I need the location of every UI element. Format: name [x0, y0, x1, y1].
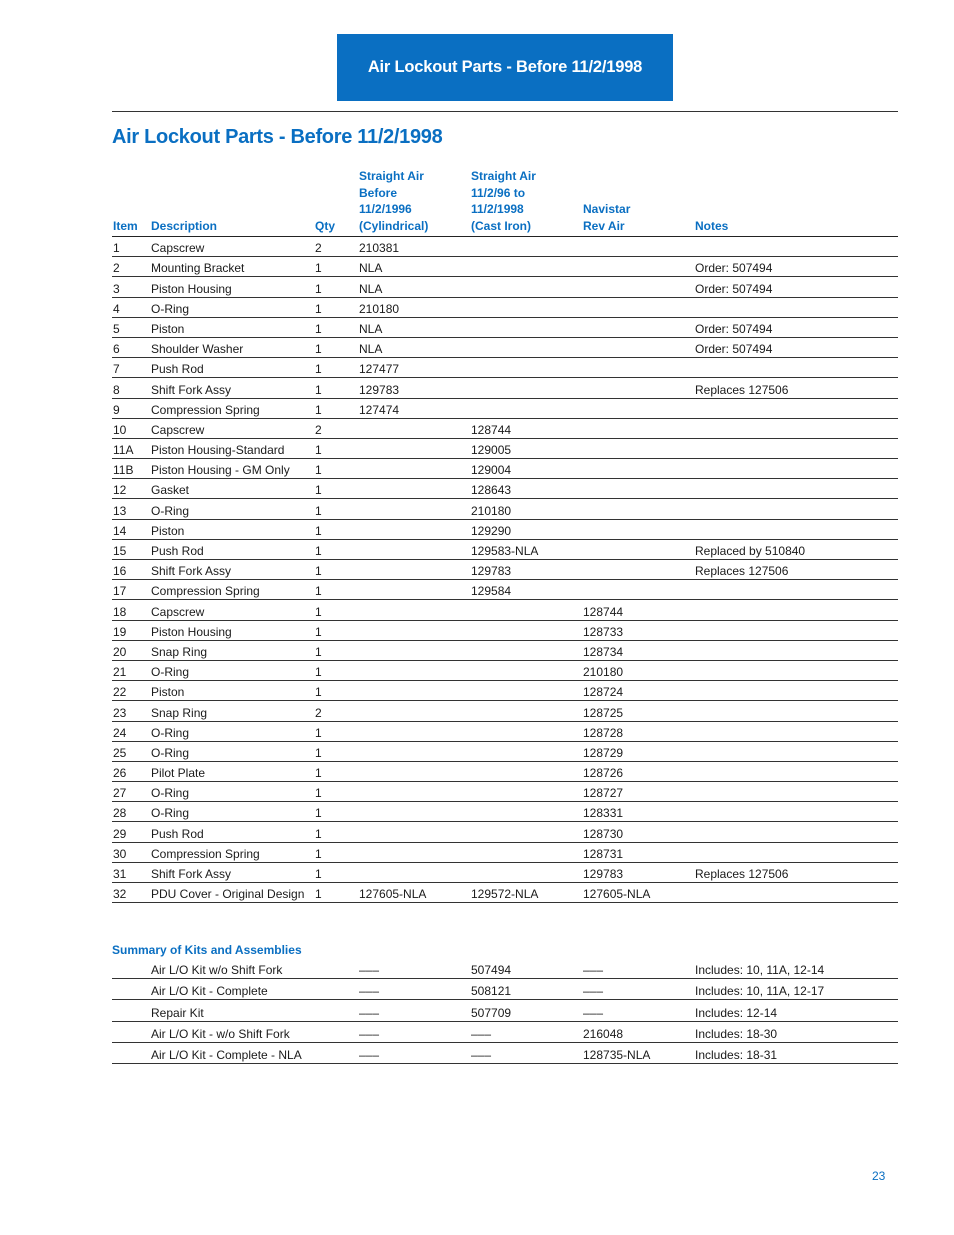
cell-qty: 1: [315, 261, 322, 276]
cell-straight-air-before: 210180: [359, 301, 400, 316]
table-row: [112, 822, 898, 842]
cell-description: Shift Fork Assy: [151, 867, 232, 881]
kit-row: [112, 979, 898, 1000]
cell-description: Piston: [151, 523, 185, 538]
cell-item: 14: [113, 523, 127, 538]
cell-qty: 1: [315, 685, 322, 700]
cell-navistar: 210180: [583, 665, 624, 680]
table-row: [112, 499, 898, 519]
table-row: [112, 762, 898, 782]
cell-qty: 1: [315, 745, 322, 760]
cell-description: O-Ring: [151, 503, 190, 518]
cell-description: Shift Fork Assy: [151, 564, 232, 579]
cell-item: 24: [113, 725, 127, 740]
cell-description: Capscrew: [151, 422, 205, 437]
kit-straight-air-cast-iron: 507709: [471, 1005, 512, 1020]
table-row: [112, 338, 898, 358]
column-header-item: Item: [113, 218, 138, 233]
cell-qty: 1: [315, 301, 322, 316]
cell-straight-air-before: 129783: [359, 382, 400, 397]
table-row: [112, 459, 898, 479]
cell-description: Compression Spring: [151, 402, 260, 417]
cell-description: PDU Cover - Original Design: [151, 887, 305, 902]
cell-straight-air-cast-iron: 129290: [471, 523, 512, 538]
cell-description: Piston Housing: [151, 624, 232, 639]
cell-straight-air-before: 127605-NLA: [359, 887, 427, 902]
cell-item: 22: [113, 685, 127, 700]
table-row: [112, 641, 898, 661]
cell-description: Push Rod: [151, 544, 204, 558]
table-row: [112, 540, 898, 560]
cell-item: 21: [113, 665, 127, 680]
cell-item: 4: [113, 301, 120, 316]
cell-qty: 1: [315, 443, 322, 458]
cell-straight-air-before: NLA: [359, 261, 383, 276]
table-row: [112, 257, 898, 277]
cell-straight-air-cast-iron: 129783: [471, 564, 512, 579]
kit-notes: Includes: 10, 11A, 12-14: [695, 963, 825, 978]
cell-navistar: 128734: [583, 644, 624, 659]
cell-description: Piston Housing-Standard: [151, 443, 285, 458]
cell-navistar: 128331: [583, 806, 624, 821]
cell-qty: 1: [315, 503, 322, 518]
cell-description: Compression Spring: [151, 846, 260, 861]
cell-description: Push Rod: [151, 826, 204, 841]
cell-straight-air-before: 127477: [359, 362, 400, 377]
cell-item: 19: [113, 624, 127, 639]
cell-straight-air-cast-iron: 128744: [471, 422, 512, 437]
cell-item: 10: [113, 422, 127, 437]
cell-description: O-Ring: [151, 786, 190, 801]
table-row: [112, 560, 898, 580]
cell-item: 15: [113, 544, 127, 558]
cell-notes: Order: 507494: [695, 321, 773, 336]
table-row: [112, 378, 898, 398]
cell-description: Snap Ring: [151, 705, 208, 720]
cell-qty: 1: [315, 644, 322, 659]
kit-straight-air-before: –––: [359, 1005, 380, 1020]
cell-qty: 1: [315, 584, 322, 599]
cell-qty: 1: [315, 846, 322, 861]
parts-table-header: [112, 168, 898, 237]
cell-notes: Replaces 127506: [695, 382, 789, 397]
cell-navistar: 128726: [583, 766, 624, 781]
cell-item: 20: [113, 644, 127, 659]
table-row: [112, 479, 898, 499]
cell-navistar: 128733: [583, 624, 624, 639]
cell-qty: 1: [315, 786, 322, 801]
table-row: [112, 318, 898, 338]
cell-description: Piston: [151, 685, 185, 700]
cell-item: 30: [113, 846, 127, 861]
table-row: [112, 621, 898, 641]
kit-navistar: –––: [583, 984, 604, 999]
cell-notes: Replaced by 510840: [695, 544, 806, 558]
table-row: [112, 237, 898, 257]
table-row: [112, 580, 898, 600]
cell-straight-air-cast-iron: 210180: [471, 503, 512, 518]
cell-qty: 1: [315, 564, 322, 579]
table-row: [112, 439, 898, 459]
page-number: 23: [872, 1169, 886, 1183]
cell-description: O-Ring: [151, 725, 190, 740]
table-row: [112, 742, 898, 762]
cell-item: 7: [113, 362, 120, 377]
column-header-straight-air-cast-iron: Straight Air 11/2/96 to 11/2/1998 (Cast Iron): [471, 169, 536, 233]
column-header-qty: Qty: [315, 218, 336, 233]
kit-row: [112, 1000, 898, 1021]
cell-item: 5: [113, 321, 120, 336]
cell-description: Capscrew: [151, 604, 205, 619]
cell-item: 9: [113, 402, 120, 417]
kit-straight-air-before: –––: [359, 1047, 380, 1062]
kit-notes: Includes: 10, 11A, 12-17: [695, 984, 825, 999]
table-row: [112, 681, 898, 701]
cell-description: Snap Ring: [151, 644, 208, 659]
table-row: [112, 661, 898, 681]
kits-table: [112, 958, 898, 1064]
parts-table: [112, 168, 898, 903]
column-header-description: Description: [151, 218, 218, 233]
cell-straight-air-before: 210381: [359, 241, 400, 256]
kit-description: Air L/O Kit w/o Shift Fork: [151, 963, 283, 978]
cell-item: 12: [113, 483, 127, 498]
cell-notes: Replaces 127506: [695, 564, 789, 579]
cell-item: 11B: [113, 463, 134, 478]
cell-qty: 1: [315, 544, 322, 558]
parts-table-body: [112, 237, 898, 903]
table-row: [112, 722, 898, 742]
cell-item: 6: [113, 342, 120, 357]
cell-navistar: 128730: [583, 826, 624, 841]
kit-navistar: 216048: [583, 1026, 624, 1041]
cell-item: 2: [113, 261, 120, 276]
cell-qty: 1: [315, 281, 322, 296]
cell-navistar: 127605-NLA: [583, 887, 651, 902]
cell-item: 28: [113, 806, 127, 821]
cell-description: O-Ring: [151, 301, 190, 316]
cell-qty: 1: [315, 867, 322, 881]
cell-qty: 2: [315, 705, 322, 720]
kit-straight-air-cast-iron: –––: [471, 1047, 492, 1062]
cell-item: 13: [113, 503, 127, 518]
cell-description: O-Ring: [151, 665, 190, 680]
cell-qty: 2: [315, 422, 322, 437]
cell-qty: 1: [315, 463, 322, 478]
kit-row: [112, 958, 898, 979]
table-row: [112, 600, 898, 620]
kit-straight-air-cast-iron: 507494: [471, 963, 512, 978]
cell-qty: 1: [315, 342, 322, 357]
cell-notes: Order: 507494: [695, 261, 773, 276]
kit-navistar: –––: [583, 1005, 604, 1020]
table-row: [112, 843, 898, 863]
cell-description: O-Ring: [151, 806, 190, 821]
table-row: [112, 399, 898, 419]
cell-item: 31: [113, 867, 127, 881]
cell-item: 29: [113, 826, 127, 841]
cell-notes: Order: 507494: [695, 281, 773, 296]
cell-item: 8: [113, 382, 120, 397]
cell-description: Pilot Plate: [151, 766, 206, 781]
cell-description: O-Ring: [151, 745, 190, 760]
cell-qty: 1: [315, 523, 322, 538]
cell-description: Capscrew: [151, 241, 205, 256]
cell-qty: 1: [315, 665, 322, 680]
cell-navistar: 128724: [583, 685, 624, 700]
table-row: [112, 701, 898, 721]
kit-description: Air L/O Kit - Complete - NLA: [151, 1047, 302, 1062]
table-row: [112, 802, 898, 822]
cell-straight-air-before: NLA: [359, 342, 383, 357]
page-title: Air Lockout Parts - Before 11/2/1998: [112, 126, 443, 148]
cell-item: 26: [113, 766, 127, 781]
kit-row: [112, 1022, 898, 1043]
table-row: [112, 277, 898, 297]
kit-navistar: 128735-NLA: [583, 1047, 651, 1062]
cell-qty: 1: [315, 321, 322, 336]
cell-straight-air-before: NLA: [359, 281, 383, 296]
cell-qty: 1: [315, 806, 322, 821]
cell-description: Mounting Bracket: [151, 261, 245, 276]
table-row: [112, 358, 898, 378]
cell-straight-air-cast-iron: 128643: [471, 483, 512, 498]
cell-description: Shoulder Washer: [151, 342, 244, 357]
column-header-navistar: Navistar Rev Air: [583, 202, 631, 233]
cell-item: 32: [113, 887, 127, 902]
kit-straight-air-cast-iron: 508121: [471, 984, 512, 999]
cell-description: Piston: [151, 321, 185, 336]
cell-qty: 2: [315, 241, 322, 256]
cell-item: 27: [113, 786, 127, 801]
cell-item: 17: [113, 584, 127, 599]
kit-notes: Includes: 18-30: [695, 1026, 778, 1041]
kit-description: Air L/O Kit - Complete: [151, 984, 268, 999]
kit-row: [112, 1043, 898, 1064]
cell-description: Piston Housing - GM Only: [151, 463, 290, 478]
cell-item: 16: [113, 564, 127, 579]
cell-qty: 1: [315, 402, 322, 417]
cell-straight-air-cast-iron: 129583-NLA: [471, 544, 539, 558]
kit-straight-air-before: –––: [359, 963, 380, 978]
banner-title: Air Lockout Parts - Before 11/2/1998: [367, 58, 643, 76]
cell-qty: 1: [315, 483, 322, 498]
cell-qty: 1: [315, 887, 322, 902]
header-banner: [337, 34, 673, 101]
cell-straight-air-before: NLA: [359, 321, 383, 336]
table-row: [112, 520, 898, 540]
cell-qty: 1: [315, 624, 322, 639]
cell-description: Gasket: [151, 483, 190, 498]
kit-straight-air-cast-iron: –––: [471, 1026, 492, 1041]
cell-navistar: 128728: [583, 725, 624, 740]
cell-qty: 1: [315, 362, 322, 377]
cell-navistar: 128729: [583, 745, 624, 760]
cell-navistar: 128725: [583, 705, 624, 720]
cell-item: 18: [113, 604, 127, 619]
table-row: [112, 419, 898, 439]
kit-navistar: –––: [583, 963, 604, 978]
cell-qty: 1: [315, 382, 322, 397]
header-divider: [112, 111, 898, 112]
cell-item: 11A: [113, 443, 134, 458]
cell-straight-air-cast-iron: 129005: [471, 443, 512, 458]
kit-straight-air-before: –––: [359, 1026, 380, 1041]
cell-straight-air-before: 127474: [359, 402, 400, 417]
cell-description: Push Rod: [151, 362, 204, 377]
cell-description: Compression Spring: [151, 584, 260, 599]
cell-item: 25: [113, 745, 127, 760]
summary-title: Summary of Kits and Assemblies: [112, 943, 302, 957]
table-row: [112, 298, 898, 318]
cell-item: 3: [113, 281, 120, 296]
cell-description: Shift Fork Assy: [151, 382, 232, 397]
table-row: [112, 782, 898, 802]
cell-qty: 1: [315, 826, 322, 841]
cell-qty: 1: [315, 766, 322, 781]
kit-notes: Includes: 18-31: [695, 1047, 778, 1062]
cell-navistar: 129783: [583, 867, 624, 881]
column-header-straight-air-before: Straight Air Before 11/2/1996 (Cylindrical): [359, 169, 429, 233]
cell-navistar: 128727: [583, 786, 624, 801]
column-header-notes: Notes: [695, 218, 729, 233]
cell-notes: Order: 507494: [695, 342, 773, 357]
table-row: [112, 883, 898, 903]
cell-item: 23: [113, 705, 127, 720]
kit-description: Repair Kit: [151, 1005, 204, 1020]
cell-navistar: 128744: [583, 604, 624, 619]
kit-description: Air L/O Kit - w/o Shift Fork: [151, 1026, 290, 1041]
cell-notes: Replaces 127506: [695, 867, 789, 881]
cell-qty: 1: [315, 604, 322, 619]
kit-notes: Includes: 12-14: [695, 1005, 778, 1020]
cell-straight-air-cast-iron: 129572-NLA: [471, 887, 539, 902]
cell-qty: 1: [315, 725, 322, 740]
kit-straight-air-before: –––: [359, 984, 380, 999]
cell-straight-air-cast-iron: 129004: [471, 463, 512, 478]
cell-description: Piston Housing: [151, 281, 232, 296]
cell-straight-air-cast-iron: 129584: [471, 584, 512, 599]
cell-item: 1: [113, 241, 120, 256]
table-row: [112, 863, 898, 883]
cell-navistar: 128731: [583, 846, 624, 861]
